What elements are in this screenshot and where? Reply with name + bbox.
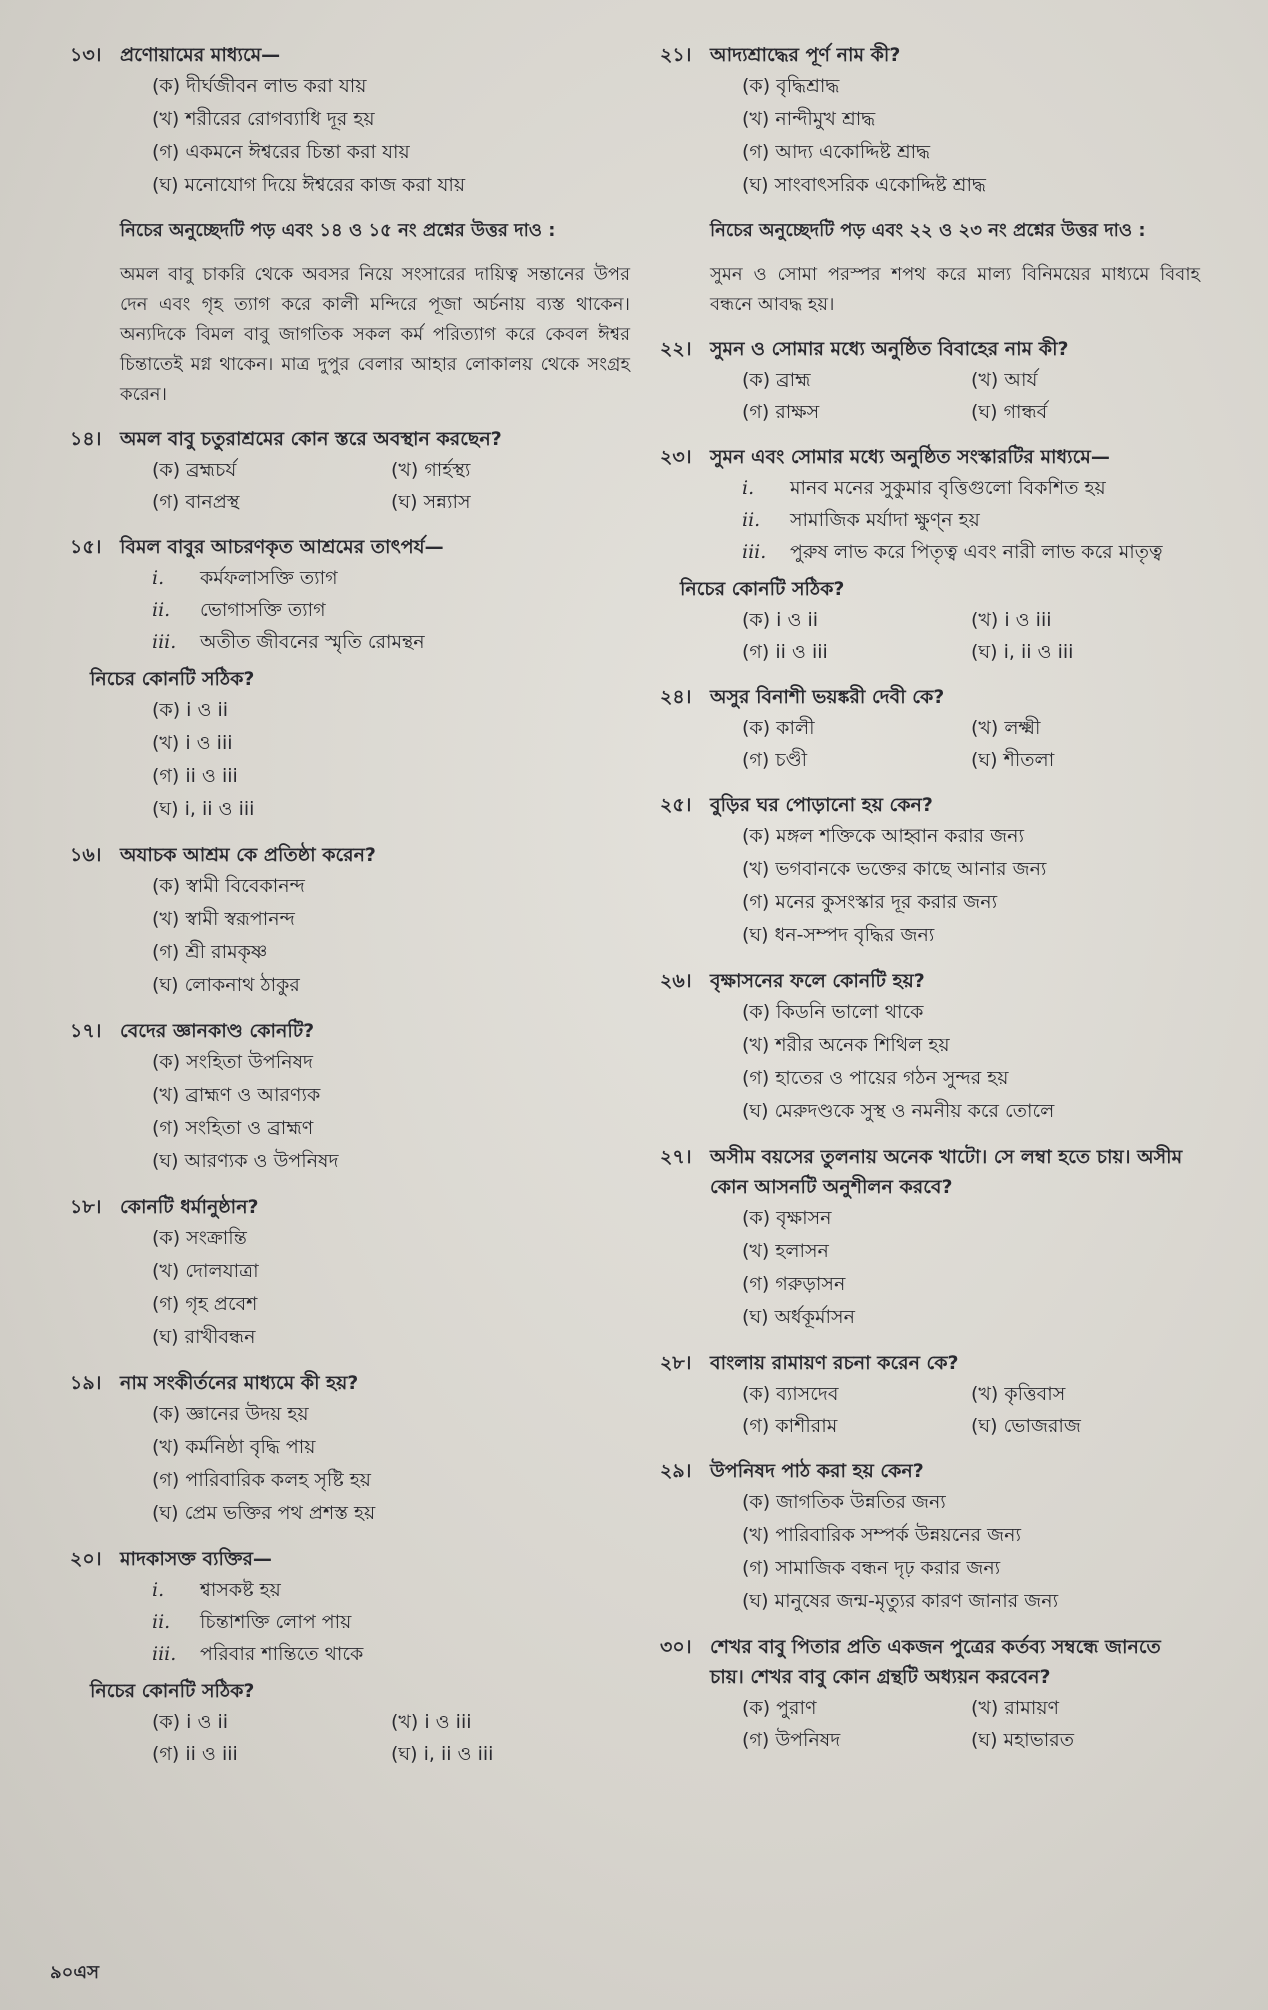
- option: (ঘ) ভোজরাজ: [971, 1415, 1081, 1437]
- question-number: ২৪।: [660, 686, 692, 708]
- question-26: [660, 966, 1200, 1128]
- question-text: বাংলায় রামায়ণ রচনা করেন কে?: [710, 1352, 959, 1374]
- option: (খ) i ও iii: [152, 732, 233, 754]
- option: (ঘ) লোকনাথ ঠাকুর: [152, 974, 300, 996]
- option: (ক) সংহিতা উপনিষদ: [152, 1051, 314, 1073]
- option: (খ) দোলযাত্রা: [152, 1260, 259, 1282]
- question-29: [660, 1456, 1200, 1618]
- question-number: ৩০।: [660, 1636, 692, 1658]
- option: (গ) সামাজিক বন্ধন দৃঢ় করার জন্য: [742, 1557, 1001, 1579]
- option: (খ) কর্মনিষ্ঠা বৃদ্ধি পায়: [152, 1436, 316, 1458]
- question-19: [70, 1368, 630, 1530]
- question-text: বুড়ির ঘর পোড়ানো হয় কেন?: [710, 794, 933, 816]
- question-text: নাম সংকীর্তনের মাধ্যমে কী হয়?: [120, 1372, 359, 1394]
- option: (গ) কাশীরাম: [742, 1415, 838, 1437]
- question-14: [70, 424, 630, 518]
- question-30: [660, 1632, 1200, 1756]
- passage-text: সুমন ও সোমা পরস্পর শপথ করে মাল্য বিনিময়ের মাধ্যমে বিবাহ বন্ধনে আবদ্ধ হয়।: [710, 264, 1200, 315]
- option: (খ) আর্য: [971, 369, 1038, 391]
- option-grid: [660, 364, 1200, 428]
- roman-numeral: ii.: [742, 509, 761, 531]
- option: (গ) বানপ্রস্থ: [152, 491, 240, 513]
- option: (গ) পারিবারিক কলহ সৃষ্টি হয়: [152, 1469, 371, 1491]
- option: (ক) কিডনি ভালো থাকে: [742, 1001, 924, 1023]
- question-number: ১৮।: [70, 1196, 102, 1218]
- option: (খ) কৃত্তিবাস: [971, 1383, 1066, 1405]
- statement-text: মানব মনের সুকুমার বৃত্তিগুলো বিকশিত হয়: [790, 477, 1106, 499]
- question-number: ২৩।: [660, 446, 692, 468]
- question-number: ২১।: [660, 44, 692, 66]
- roman-numeral: i.: [742, 477, 755, 499]
- question-text: সুমন এবং সোমার মধ্যে অনুষ্ঠিত সংস্কারটির মাধ্যমে—: [710, 446, 1110, 468]
- option: (গ) ii ও iii: [152, 765, 238, 787]
- statement-text: পুরুষ লাভ করে পিতৃত্ব এবং নারী লাভ করে মাতৃত্ব: [790, 541, 1163, 563]
- statement: [660, 536, 1200, 568]
- option: (ঘ) i, ii ও iii: [971, 641, 1074, 663]
- option: (খ) পারিবারিক সম্পর্ক উন্নয়নের জন্য: [742, 1524, 1021, 1546]
- option: (গ) রাক্ষস: [742, 401, 820, 423]
- left-column: [70, 40, 630, 1784]
- question-23: [660, 442, 1200, 668]
- option: (গ) শ্রী রামকৃষ্ণ: [152, 941, 268, 963]
- option: (খ) i ও iii: [391, 1711, 472, 1733]
- option-grid: [70, 1706, 630, 1770]
- statement-text: অতীত জীবনের স্মৃতি রোমন্থন: [200, 631, 425, 653]
- option: (গ) একমনে ঈশ্বরের চিন্তা করা যায়: [152, 141, 410, 163]
- question-text: অযাচক আশ্রম কে প্রতিষ্ঠা করেন?: [120, 844, 376, 866]
- roman-numeral: i.: [152, 567, 165, 589]
- option-grid: [660, 1378, 1200, 1442]
- option: (ক) i ও ii: [152, 1711, 229, 1733]
- question-number: ১৪।: [70, 428, 102, 450]
- passage-instruction: নিচের অনুচ্ছেদটি পড় এবং ২২ ও ২৩ নং প্রশ্নের উত্তর দাও :: [710, 220, 1146, 241]
- option-grid: [660, 604, 1200, 668]
- question-number: ২৯।: [660, 1460, 692, 1482]
- option: (খ) ব্রাহ্মণ ও আরণ্যক: [152, 1084, 321, 1106]
- option: (ক) বৃক্ষাসন: [742, 1207, 832, 1229]
- question-16: [70, 840, 630, 1002]
- statement-text: পরিবার শান্তিতে থাকে: [200, 1643, 364, 1665]
- option: (ক) ব্রহ্মচর্য: [152, 459, 237, 481]
- statement-text: চিন্তাশক্তি লোপ পায়: [200, 1611, 352, 1633]
- option: (ক) ব্যাসদেব: [742, 1383, 839, 1405]
- question-number: ১৬।: [70, 844, 102, 866]
- question-28: [660, 1348, 1200, 1442]
- statement: [70, 562, 630, 594]
- option: (ক) বৃদ্ধিশ্রাদ্ধ: [742, 75, 840, 97]
- question-number: ২৮।: [660, 1352, 692, 1374]
- option: (ঘ) রাখীবন্ধন: [152, 1326, 256, 1348]
- option: (ঘ) মেরুদণ্ডকে সুস্থ ও নমনীয় করে তোলে: [742, 1100, 1055, 1122]
- option: (ঘ) i, ii ও iii: [391, 1743, 494, 1765]
- option: (গ) ii ও iii: [742, 641, 828, 663]
- option-grid: [660, 1692, 1200, 1756]
- question-number: ১৯।: [70, 1372, 102, 1394]
- option: (খ) নান্দীমুখ শ্রাদ্ধ: [742, 108, 876, 130]
- question-13: [70, 40, 630, 202]
- statement: [70, 594, 630, 626]
- option: (ঘ) শীতলা: [971, 749, 1055, 771]
- option: (ঘ) ধন-সম্পদ বৃদ্ধির জন্য: [742, 924, 935, 946]
- roman-numeral: ii.: [152, 1611, 171, 1633]
- statement-text: শ্বাসকষ্ট হয়: [200, 1579, 281, 1601]
- question-text: বেদের জ্ঞানকাণ্ড কোনটি?: [120, 1020, 315, 1042]
- option: (ঘ) মহাভারত: [971, 1729, 1075, 1751]
- option: (ক) ব্রাহ্ম: [742, 369, 811, 391]
- right-column: [660, 40, 1200, 1770]
- question-number: ২০।: [70, 1548, 102, 1570]
- option: (ক) i ও ii: [152, 699, 229, 721]
- option: (ক) জ্ঞানের উদয় হয়: [152, 1403, 309, 1425]
- question-15: [70, 532, 630, 826]
- option: (ক) পুরাণ: [742, 1697, 817, 1719]
- question-text: আদ্যশ্রাদ্ধের পূর্ণ নাম কী?: [710, 44, 901, 66]
- option: (গ) উপনিষদ: [742, 1729, 841, 1751]
- option: (খ) i ও iii: [971, 609, 1052, 631]
- option: (ক) মঙ্গল শক্তিকে আহ্বান করার জন্য: [742, 825, 1024, 847]
- option: (ঘ) প্রেম ভক্তির পথ প্রশস্ত হয়: [152, 1502, 376, 1524]
- passage-instruction: নিচের অনুচ্ছেদটি পড় এবং ১৪ ও ১৫ নং প্রশ্নের উত্তর দাও :: [120, 220, 556, 241]
- option: (ক) সংক্রান্তি: [152, 1227, 247, 1249]
- option: (গ) সংহিতা ও ব্রাহ্মণ: [152, 1117, 314, 1139]
- option: (ঘ) সন্ন্যাস: [391, 491, 471, 513]
- question-18: [70, 1192, 630, 1354]
- question-text: প্রণোয়ামের মাধ্যমে—: [120, 44, 281, 66]
- option: (ঘ) i, ii ও iii: [152, 798, 255, 820]
- option: (গ) গরুড়াসন: [742, 1273, 846, 1295]
- question-text: উপনিষদ পাঠ করা হয় কেন?: [710, 1460, 924, 1482]
- roman-numeral: iii.: [152, 631, 177, 653]
- statement: [70, 1574, 630, 1606]
- option: (ক) i ও ii: [742, 609, 819, 631]
- option: (খ) গার্হস্থ্য: [391, 459, 471, 481]
- question-text: শেখর বাবু পিতার প্রতি একজন পুত্রের কর্তব্য সম্বন্ধে জানতে চায়। শেখর বাবু কোন গ্রন্থটি অধ্যয়ন করবেন?: [710, 1636, 1161, 1688]
- question-number: ২৭।: [660, 1146, 692, 1168]
- option-grid: [70, 454, 630, 518]
- question-17: [70, 1016, 630, 1178]
- statement: [660, 504, 1200, 536]
- option: (খ) শরীর অনেক শিথিল হয়: [742, 1034, 950, 1056]
- which-correct-prompt: নিচের কোনটি সঠিক?: [90, 1680, 255, 1702]
- statement-text: ভোগাসক্তি ত্যাগ: [200, 599, 326, 621]
- option: (খ) হলাসন: [742, 1240, 829, 1262]
- question-24: [660, 682, 1200, 776]
- question-text: অমল বাবু চতুরাশ্রমের কোন স্তরে অবস্থান করছেন?: [120, 428, 502, 450]
- option: (ক) দীর্ঘজীবন লাভ করা যায়: [152, 75, 367, 97]
- option-grid: [660, 712, 1200, 776]
- option: (ঘ) সাংবাৎসরিক একোদ্দিষ্ট শ্রাদ্ধ: [742, 174, 986, 196]
- question-text: সুমন ও সোমার মধ্যে অনুষ্ঠিত বিবাহের নাম কী?: [710, 338, 1069, 360]
- option: (ক) কালী: [742, 717, 815, 739]
- option: (গ) হাতের ও পায়ের গঠন সুন্দর হয়: [742, 1067, 1009, 1089]
- question-number: ২৬।: [660, 970, 692, 992]
- roman-numeral: iii.: [742, 541, 767, 563]
- question-number: ১৭।: [70, 1020, 102, 1042]
- statement: [660, 472, 1200, 504]
- option: (ঘ) আরণ্যক ও উপনিষদ: [152, 1150, 339, 1172]
- option: (গ) মনের কুসংস্কার দূর করার জন্য: [742, 891, 998, 913]
- which-correct-prompt: নিচের কোনটি সঠিক?: [680, 578, 845, 600]
- question-text: অসীম বয়সের তুলনায় অনেক খাটো। সে লম্বা হতে চায়। অসীম কোন আসনটি অনুশীলন করবে?: [710, 1146, 1183, 1198]
- question-number: ২২।: [660, 338, 692, 360]
- question-number: ১৫।: [70, 536, 102, 558]
- question-number: ২৫।: [660, 794, 692, 816]
- statement-text: কর্মফলাসক্তি ত্যাগ: [200, 567, 338, 589]
- statement-text: সামাজিক মর্যাদা ক্ষুণ্ন হয়: [790, 509, 980, 531]
- option: (গ) ii ও iii: [152, 1743, 238, 1765]
- option: (ঘ) মানুষের জন্ম-মৃত্যুর কারণ জানার জন্য: [742, 1590, 1059, 1612]
- option: (খ) রামায়ণ: [971, 1697, 1060, 1719]
- question-22: [660, 334, 1200, 428]
- option: (গ) আদ্য একোদ্দিষ্ট শ্রাদ্ধ: [742, 141, 931, 163]
- question-25: [660, 790, 1200, 952]
- roman-numeral: iii.: [152, 1643, 177, 1665]
- page-code: ৯০এস: [50, 1962, 99, 1983]
- option: (খ) লক্ষ্মী: [971, 717, 1041, 739]
- roman-numeral: i.: [152, 1579, 165, 1601]
- question-27: [660, 1142, 1200, 1334]
- option: (ঘ) অর্ধকূর্মাসন: [742, 1306, 855, 1328]
- option: (খ) ভগবানকে ভক্তের কাছে আনার জন্য: [742, 858, 1047, 880]
- option: (গ) চণ্ডী: [742, 749, 808, 771]
- question-text: বিমল বাবুর আচরণকৃত আশ্রমের তাৎপর্য—: [120, 536, 444, 558]
- statement: [70, 1638, 630, 1670]
- passage-text: অমল বাবু চাকরি থেকে অবসর নিয়ে সংসারের দায়িত্ব সন্তানের উপর দেন এবং গৃহ ত্যাগ করে কালী মন্দিরে পূজা অর্চনায় ব্যস্ত থাকেন। অন্যদিকে বিমল বাবু জাগতিক সকল কর্ম পরিত্যাগ করে কেবল ঈশ্বর চিন্তাতেই মগ্ন থাকেন। মাত্র দুপুর বেলার আহার লোকালয় থেকে সংগ্রহ করেন।: [120, 264, 630, 405]
- option: (গ) গৃহ প্রবেশ: [152, 1293, 258, 1315]
- option: (খ) শরীরের রোগব্যাধি দূর হয়: [152, 108, 375, 130]
- question-text: কোনটি ধর্মানুষ্ঠান?: [120, 1196, 259, 1218]
- question-number: ১৩।: [70, 44, 102, 66]
- statement: [70, 626, 630, 658]
- which-correct-prompt: নিচের কোনটি সঠিক?: [90, 668, 255, 690]
- question-text: মাদকাসক্ত ব্যক্তির—: [120, 1548, 272, 1570]
- roman-numeral: ii.: [152, 599, 171, 621]
- question-text: অসুর বিনাশী ভয়ঙ্করী দেবী কে?: [710, 686, 945, 708]
- option: (ক) জাগতিক উন্নতির জন্য: [742, 1491, 946, 1513]
- option: (ঘ) মনোযোগ দিয়ে ঈশ্বরের কাজ করা যায়: [152, 174, 466, 196]
- question-20: [70, 1544, 630, 1770]
- question-text: বৃক্ষাসনের ফলে কোনটি হয়?: [710, 970, 925, 992]
- option: (ক) স্বামী বিবেকানন্দ: [152, 875, 305, 897]
- option: (খ) স্বামী স্বরূপানন্দ: [152, 908, 295, 930]
- statement: [70, 1606, 630, 1638]
- question-21: [660, 40, 1200, 202]
- option: (ঘ) গান্ধর্ব: [971, 401, 1048, 423]
